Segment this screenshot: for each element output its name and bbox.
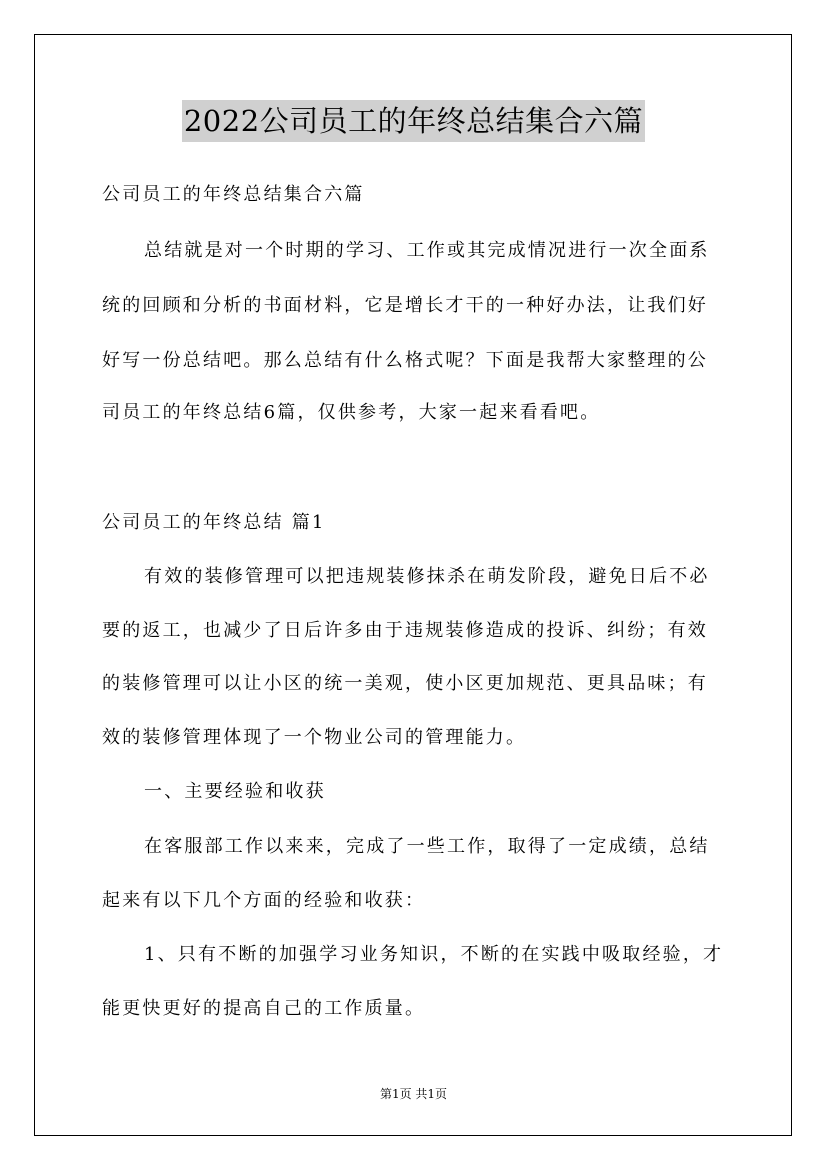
para1-line-1: 有效的装修管理可以把违规装修抹杀在萌发阶段，避免日后不必 — [144, 566, 710, 587]
intro-line-3: 好写一份总结吧。那么总结有什么格式呢？下面是我帮大家整理的公 — [102, 350, 708, 371]
para3-line-2: 能更快更好的提高自己的工作质量。 — [102, 998, 426, 1019]
intro-line-1: 总结就是对一个时期的学习、工作或其完成情况进行一次全面系 — [144, 240, 710, 261]
intro-line-4: 司员工的年终总结6篇，仅供参考，大家一起来看看吧。 — [102, 402, 601, 423]
para1-line-2: 要的返工，也减少了日后许多由于违规装修造成的投诉、纠纷；有效 — [102, 620, 708, 641]
section-heading: 公司员工的年终总结 篇1 — [102, 512, 326, 533]
para3-line-1: 1、只有不断的加强学习业务知识，不断的在实践中吸取经验，才 — [144, 944, 724, 965]
para2-line-1: 在客服部工作以来来，完成了一些工作，取得了一定成绩，总结 — [144, 836, 710, 857]
title-container — [0, 100, 827, 142]
intro-line-2: 统的回顾和分析的书面材料，它是增长才干的一种好办法，让我们好 — [102, 295, 708, 316]
sub-heading: 一、主要经验和收获 — [144, 781, 326, 802]
para1-line-3: 的装修管理可以让小区的统一美观，使小区更加规范、更具品味；有 — [102, 673, 708, 694]
document-subtitle: 公司员工的年终总结集合六篇 — [102, 184, 365, 205]
page-footer: 第1页 共1页 — [379, 1087, 448, 1101]
para2-line-2: 起来有以下几个方面的经验和收获： — [102, 890, 426, 911]
para1-line-4: 效的装修管理体现了一个物业公司的管理能力。 — [102, 727, 527, 748]
document-title: 2022公司员工的年终总结集合六篇 — [182, 100, 645, 142]
